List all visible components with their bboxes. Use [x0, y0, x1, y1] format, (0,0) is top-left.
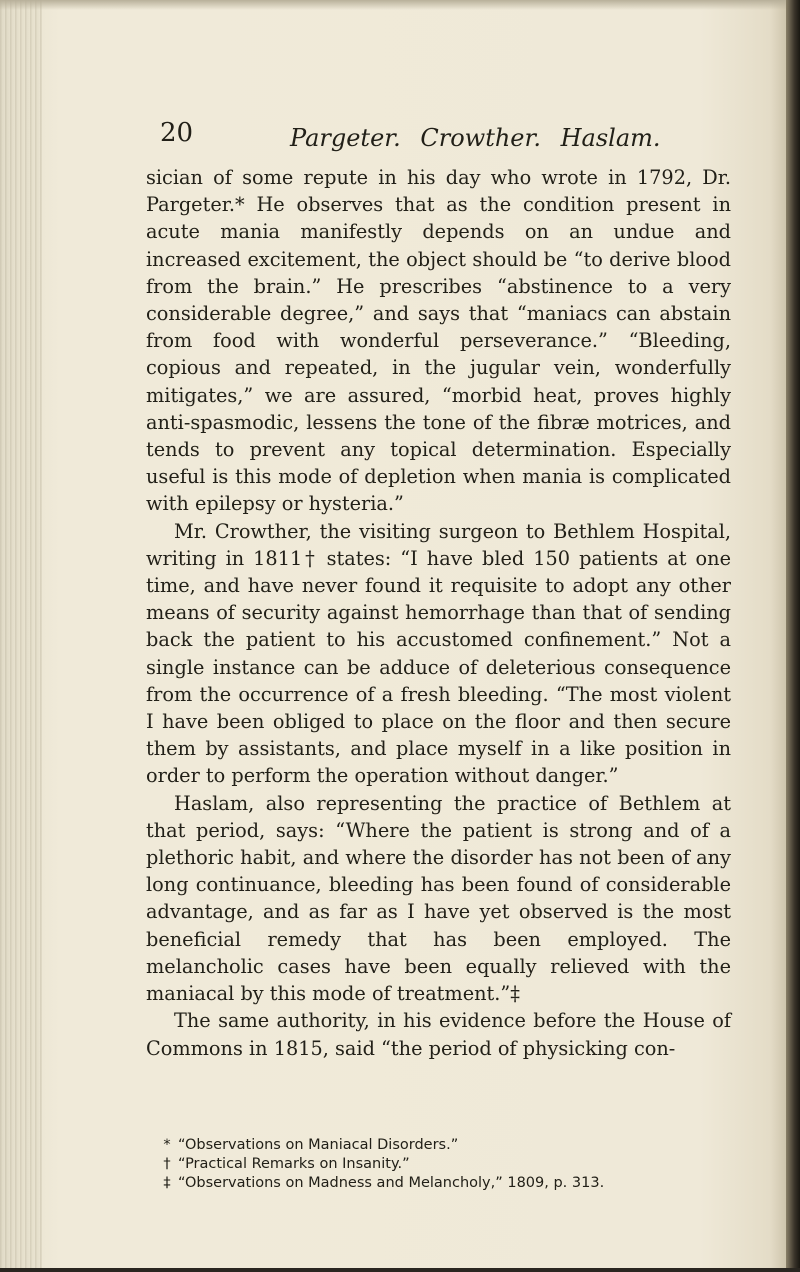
footnote-text: “Observations on Madness and Melancholy,” 1809, p. 313. — [178, 1175, 605, 1191]
footnote-mark: † — [163, 1156, 171, 1172]
footnotes — [156, 1136, 716, 1193]
paragraph: The same authority, in his evidence before the House of Commons in 1815, said “the period of physicking con- — [146, 1009, 731, 1060]
bottom-edge — [0, 1268, 800, 1272]
footnote — [156, 1174, 716, 1193]
paragraph: sician of some repute in his day who wrote in 1792, Dr. Pargeter.* He observes that as the condition present in acute mania manifestly depends on an undue and increased excitement, the object should be “to derive blood from the brain.” He prescribes “abstinence to a very considerable degree,” and says that “maniacs can abstain from food with wonderful perseverance.” “Bleeding, copious and repeated, in the jugular vein, wonderfully mitigates,” we are assured, “morbid heat, proves highly anti-spasmodic, lessens the tone of the fibræ motrices, and tends to prevent any topical determination. Especially useful is this mode of depletion when mania is complicated with epilepsy or hysteria.” — [146, 166, 731, 516]
page-header — [160, 118, 720, 152]
page-edge-shadow — [786, 0, 800, 1272]
binding-edge — [0, 0, 42, 1272]
paragraph: Haslam, also representing the practice of Bethlem at that period, says: “Where the patient is strong and of a plethoric habit, and where the disorder has not been of any long continuance, bleeding has been found of considerable advantage, and as far as I have yet observed is the most beneficial remedy that has been employed. The melancholic cases have been equally relieved with the maniacal by this mode of treatment.”‡ — [146, 791, 731, 1006]
footnote — [156, 1136, 716, 1155]
footnote-text: “Practical Remarks on Insanity.” — [178, 1156, 410, 1172]
running-head: Pargeter. Crowther. Haslam. — [290, 124, 661, 152]
page-number: 20 — [160, 118, 194, 148]
footnote-text: “Observations on Maniacal Disorders.” — [178, 1137, 459, 1153]
footnote-mark: ‡ — [163, 1175, 171, 1191]
body-text — [146, 164, 731, 1062]
paragraph: Mr. Crowther, the visiting surgeon to Bethlem Hospital, writing in 1811† states: “I have bled 150 patients at one time, and have never found it requisite to adopt any other means of security against hemorrhage than that of sending back the patient to his accustomed confinement.” Not a single instance can be adduce of deleterious consequence from the occurrence of a fresh bleeding. “The most violent I have been obliged to place on the floor and then secure them by assistants, and place myself in a like position in order to perform the operation without danger.” — [146, 519, 731, 788]
footnote — [156, 1155, 716, 1174]
footnote-mark: * — [163, 1137, 171, 1153]
top-shadow — [0, 0, 800, 10]
